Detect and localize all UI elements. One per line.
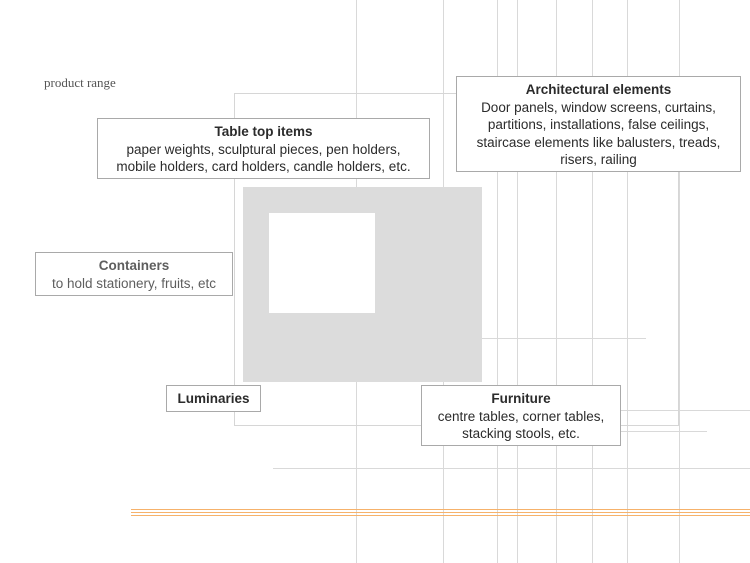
box-line: Door panels, window screens, curtains, [481,99,716,115]
box-title: Table top items [214,124,313,139]
box-line: paper weights, sculptural pieces, pen holders, [126,141,401,157]
containers-box [35,252,233,296]
furniture-box [421,385,621,446]
architectural-elements-box [456,76,741,172]
box-title: Furniture [491,391,551,406]
page-title: product range [44,75,116,90]
box-title: Luminaries [177,391,250,406]
accent-line [131,515,750,516]
accent-line [131,512,750,513]
grid-line [273,468,750,469]
image-inset [269,213,375,313]
table-top-items-box [97,118,430,179]
box-line: partitions, installations, false ceilings, [487,117,710,132]
box-line: staircase elements like balusters, treads, [476,134,721,150]
box-line: risers, railing [560,152,637,167]
box-line: to hold stationery, fruits, etc [51,275,217,291]
box-title: Architectural elements [525,82,672,97]
box-line: centre tables, corner tables, [437,408,605,424]
accent-line [131,509,750,510]
box-line: stacking stools, etc. [462,426,580,441]
box-line: mobile holders, card holders, candle holders, etc. [116,159,411,174]
luminaries-box [166,385,261,412]
box-title: Containers [98,258,170,273]
